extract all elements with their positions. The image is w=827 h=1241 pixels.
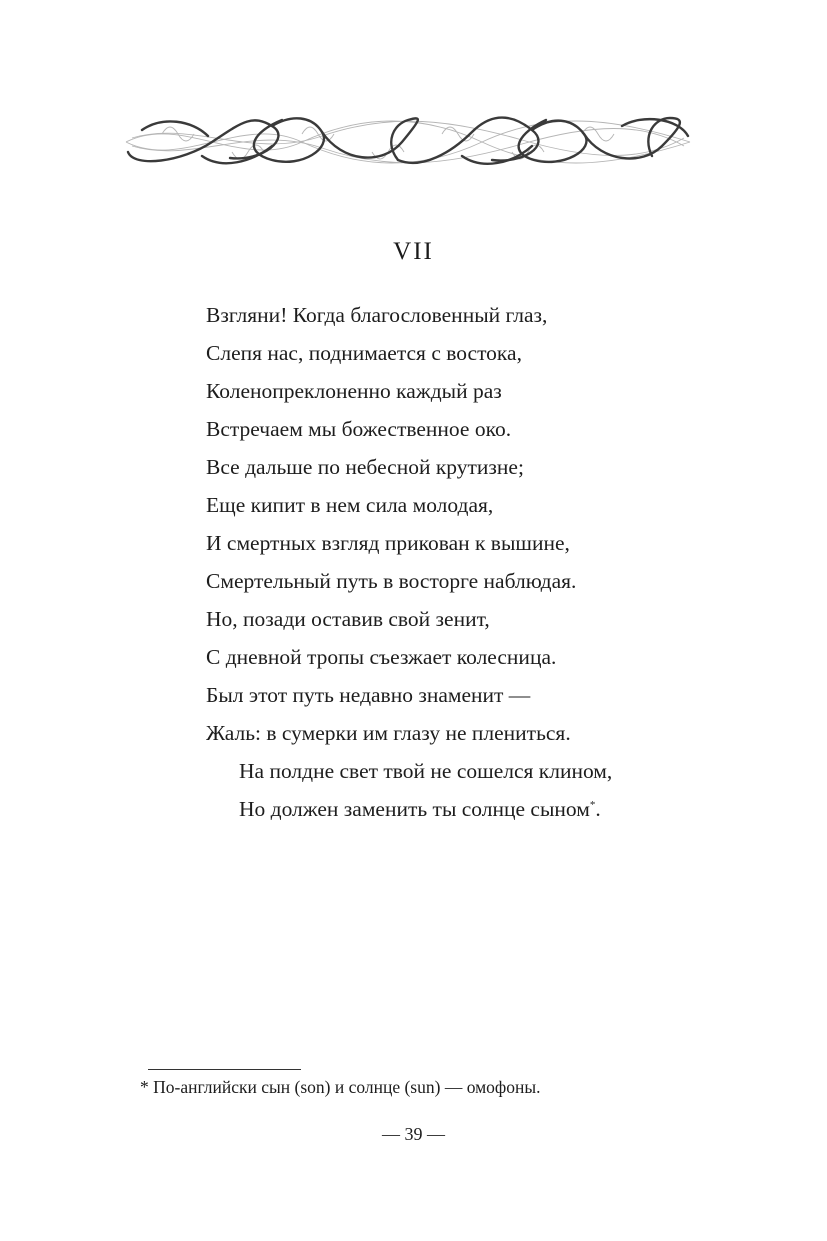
poem-line: С дневной тропы съезжает колесница. <box>206 645 557 669</box>
poem-line: Был этот путь недавно знаменит — <box>206 683 531 707</box>
page-number: — 39 — <box>382 1124 445 1144</box>
couplet-line-final <box>206 790 766 828</box>
poem-line: Взгляни! Когда благословенный глаз, <box>206 303 548 327</box>
poem-line: Все дальше по небесной крутизне; <box>206 455 524 479</box>
poem-line: Жаль: в сумерки им глазу не плениться. <box>206 721 571 745</box>
poem-line: Еще кипит в нем сила молодая, <box>206 493 494 517</box>
footnote-marker[interactable]: * <box>589 798 596 811</box>
final-punctuation: . <box>595 797 601 821</box>
poem-line: Коленопреклоненно каждый раз <box>206 379 502 403</box>
poem <box>206 296 766 828</box>
decorative-ornament-icon <box>122 112 694 172</box>
poem-line: И смертных взгляд прикован к вышине, <box>206 531 570 555</box>
couplet-line: На полдне свет твой не сошелся клином, <box>239 759 613 783</box>
poem-line: Но, позади оставив свой зенит, <box>206 607 490 631</box>
poem-line: Слепя нас, поднимается с востока, <box>206 341 522 365</box>
poem-line: Смертельный путь в восторге наблюдая. <box>206 569 577 593</box>
couplet-line-text: Но должен заменить ты солнце сыном <box>239 797 590 821</box>
chapter-heading: VII <box>393 238 434 265</box>
poem-line: Встречаем мы божественное око. <box>206 417 512 441</box>
footnote-divider <box>148 1069 301 1070</box>
footnote: * По-английски сын (son) и солнце (sun) — омофоны. <box>140 1077 541 1097</box>
